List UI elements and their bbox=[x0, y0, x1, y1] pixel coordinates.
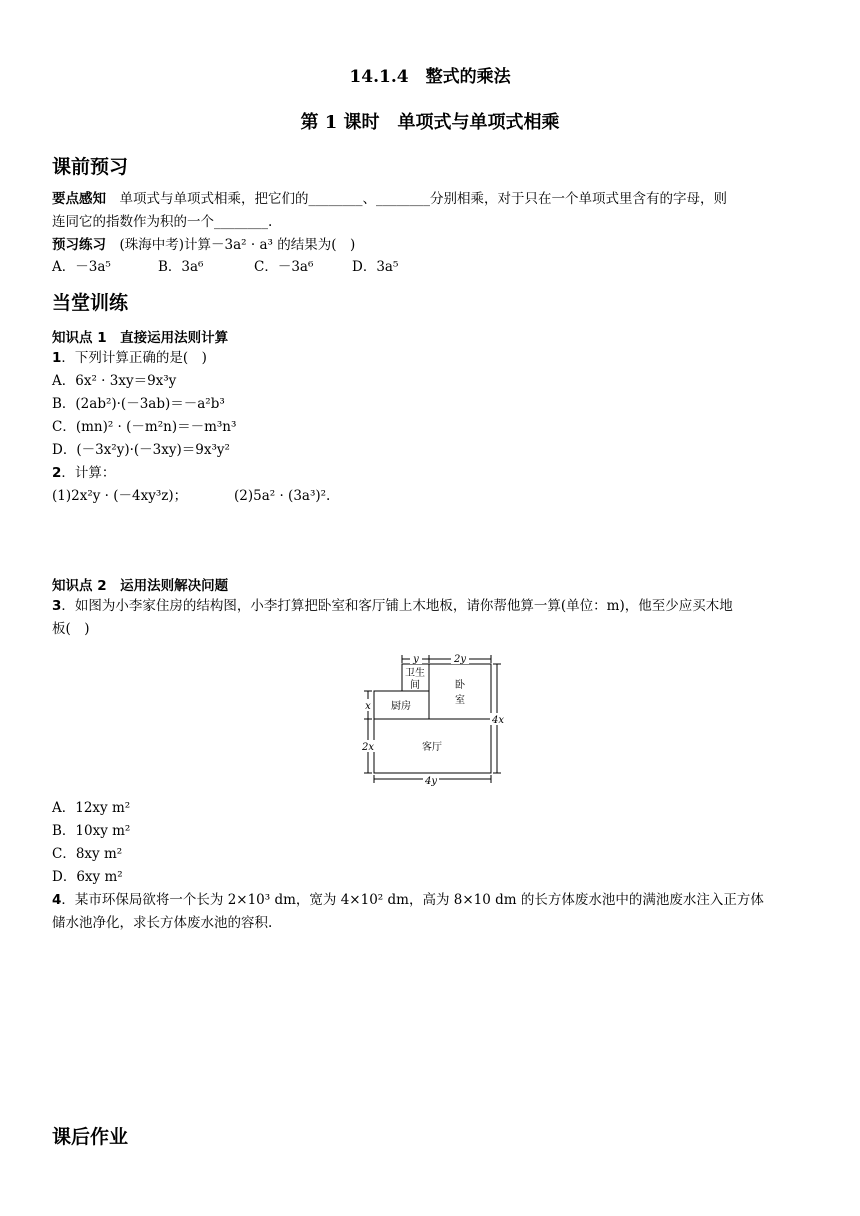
q3-stem-line-2: 板( ) bbox=[52, 621, 90, 637]
q3-option-c: C．8xy m² bbox=[52, 846, 123, 862]
dim-x-label: x bbox=[365, 701, 371, 712]
q1-stem bbox=[52, 349, 207, 367]
section-training-heading: 当堂训练 bbox=[52, 292, 129, 314]
bedroom-room bbox=[429, 664, 491, 719]
dim-2y-label: 2y bbox=[453, 654, 467, 665]
section-homework-heading: 课后作业 bbox=[52, 1126, 129, 1148]
q1-option-c: C．(mn)² · (－m²n)＝－m³n³ bbox=[52, 419, 237, 435]
q3-option-b: B．10xy m² bbox=[52, 823, 131, 839]
bedroom-label-2: 室 bbox=[455, 695, 465, 706]
q4-number: 4 bbox=[52, 892, 62, 908]
q4-text-1: ．某市环保局欲将一个长为 2×10³ dm，宽为 4×10² dm，高为 8×10 dm 的长方体废水池中的满池废水注入正方体 bbox=[61, 892, 764, 908]
q2-text: ．计算： bbox=[61, 465, 116, 481]
bathroom-label-2: 间 bbox=[410, 680, 420, 691]
dim-4y-label: 4y bbox=[424, 776, 438, 787]
q2-part-2: (2)5a² · (3a³)². bbox=[234, 488, 331, 504]
q1-option-a: A．6x² · 3xy＝9x³y bbox=[52, 373, 177, 389]
kp1-heading: 知识点 1 直接运用法则计算 bbox=[52, 330, 229, 346]
practice-option-a: A．－3a⁵ bbox=[52, 259, 111, 275]
lesson-title: 14.1.4 整式的乘法 bbox=[349, 67, 511, 87]
key-points-label: 要点感知 bbox=[52, 191, 106, 207]
q1-text: ．下列计算正确的是( ) bbox=[61, 350, 207, 366]
practice-label: 预习练习 bbox=[52, 237, 106, 253]
q1-number: 1 bbox=[52, 350, 62, 366]
practice-option-b: B．3a⁶ bbox=[158, 259, 204, 275]
q3-number: 3 bbox=[52, 598, 62, 614]
kitchen-label: 厨房 bbox=[391, 701, 411, 712]
q3-stem-line-1 bbox=[52, 597, 733, 615]
dim-4x-label: 4x bbox=[491, 715, 505, 726]
q1-option-d: D．(－3x²y)·(－3xy)＝9x³y² bbox=[52, 442, 230, 458]
q3-option-d: D．6xy m² bbox=[52, 869, 123, 885]
practice-line bbox=[52, 236, 355, 254]
q3-option-a: A．12xy m² bbox=[52, 800, 131, 816]
key-points-line-1 bbox=[52, 190, 727, 208]
practice-option-d: D．3a⁵ bbox=[352, 259, 399, 275]
section-preview-heading: 课前预习 bbox=[52, 156, 129, 178]
practice-option-c: C．－3a⁶ bbox=[254, 259, 314, 275]
bathroom-label-1: 卫生 bbox=[405, 668, 425, 679]
q2-stem bbox=[52, 464, 115, 482]
floor-plan-figure bbox=[360, 652, 505, 787]
lesson-subtitle: 第 1 课时 单项式与单项式相乘 bbox=[300, 112, 560, 133]
q4-stem-line-2: 储水池净化，求长方体废水池的容积. bbox=[52, 915, 273, 931]
living-label: 客厅 bbox=[422, 742, 442, 753]
q4-stem-line-1 bbox=[52, 891, 764, 909]
key-points-line-2: 连同它的指数作为积的一个________. bbox=[52, 214, 273, 230]
q3-text-1: ．如图为小李家住房的结构图，小李打算把卧室和客厅铺上木地板，请你帮他算一算(单位：m)，他至少应买木地 bbox=[61, 598, 733, 614]
q2-number: 2 bbox=[52, 465, 62, 481]
dim-2x-label: 2x bbox=[361, 742, 375, 753]
bedroom-label-1: 卧 bbox=[455, 680, 465, 691]
practice-options bbox=[52, 258, 398, 276]
q1-option-b: B．(2ab²)·(－3ab)＝－a²b³ bbox=[52, 396, 225, 412]
practice-text: (珠海中考)计算－3a² · a³ 的结果为( ) bbox=[106, 237, 356, 253]
kp2-heading: 知识点 2 运用法则解决问题 bbox=[52, 578, 229, 594]
q2-part-1: (1)2x²y · (－4xy³z)； bbox=[52, 488, 188, 504]
q2-parts bbox=[52, 487, 330, 505]
dim-y-label: y bbox=[413, 654, 419, 665]
key-points-text-1: 单项式与单项式相乘，把它们的________、________分别相乘，对于只在一个单项式里含有的字母，则 bbox=[106, 191, 727, 207]
